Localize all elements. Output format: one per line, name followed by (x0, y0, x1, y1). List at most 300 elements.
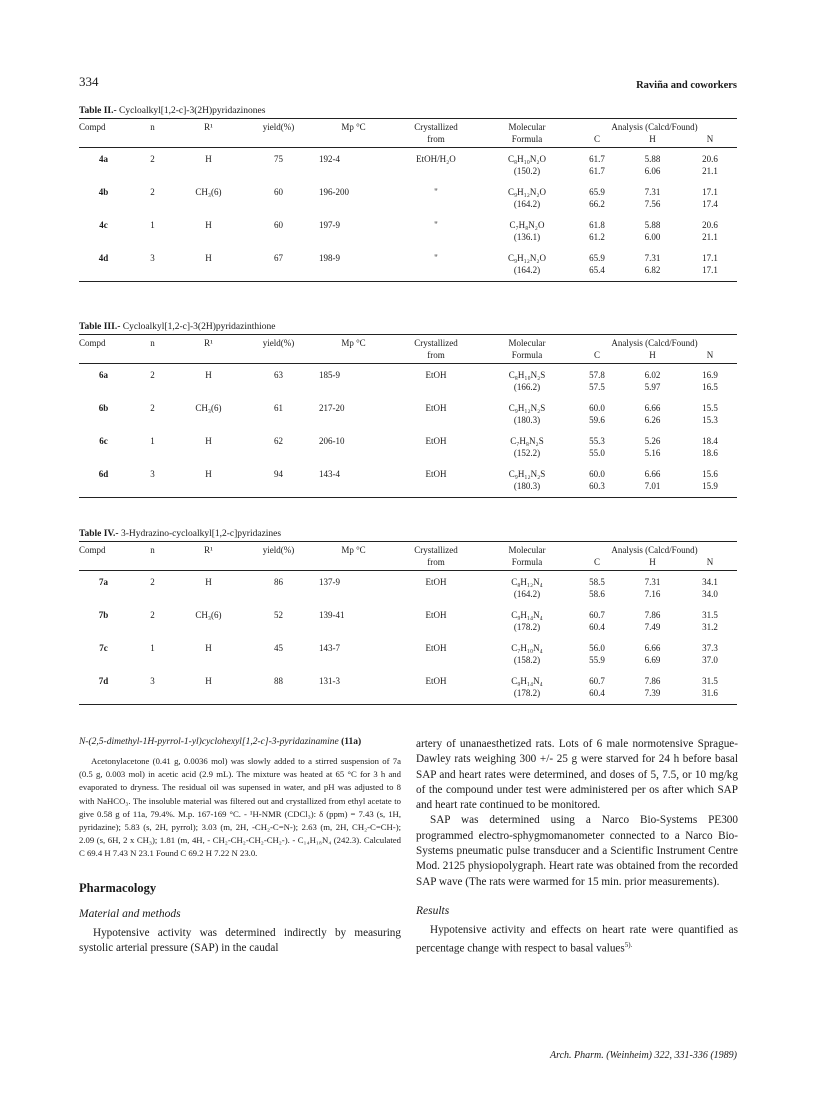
empty-cell (177, 165, 240, 177)
table-4 (79, 527, 737, 705)
mp-header: Mp °C (317, 542, 390, 557)
calcd-n: 18.4 (702, 436, 718, 446)
row-spacer (79, 459, 737, 468)
calcd-n: 31.5 (702, 610, 718, 620)
calcd-n: 17.1 (702, 187, 718, 197)
melting-point: 131-3 (319, 676, 340, 686)
ring-size-n: 2 (150, 403, 155, 413)
compound-id: 4b (98, 187, 109, 197)
empty-cell (177, 480, 240, 492)
empty-cell (390, 654, 482, 666)
calcd-n: 15.5 (702, 403, 718, 413)
empty-cell (317, 687, 390, 699)
found-n: 34.0 (702, 589, 718, 599)
found-c: 61.2 (589, 232, 605, 242)
substituent-r1: H (205, 436, 212, 446)
spacer-cell (79, 210, 737, 219)
found-c: 65.4 (589, 265, 605, 275)
empty-cell (390, 231, 482, 243)
empty-cell (240, 264, 317, 276)
calcd-h: 6.02 (644, 370, 661, 380)
empty-cell (390, 687, 482, 699)
table-title: 3-Hydrazino-cycloalkyl[1,2-c]pyridazines (120, 529, 282, 539)
n-header: n (128, 119, 177, 134)
mp-header: Mp °C (317, 119, 390, 134)
empty-cell (177, 231, 240, 243)
substituent-r1: H (205, 370, 212, 380)
ring-size-n: 2 (150, 610, 155, 620)
table-row (79, 435, 737, 447)
empty-cell (390, 480, 482, 492)
substituent-r1: CH₃(6) (195, 187, 222, 197)
empty-cell (240, 687, 317, 699)
empty-cell (177, 687, 240, 699)
c-header: C (572, 556, 622, 571)
crystallized-header: Crystallized (390, 119, 482, 134)
row-spacer (79, 210, 737, 219)
row-spacer (79, 600, 737, 609)
spacer-cell (79, 243, 737, 252)
calcd-n: 15.6 (702, 469, 718, 479)
table-row (79, 153, 737, 165)
melting-point: 197-9 (319, 220, 340, 230)
compound-id: 6a (99, 370, 108, 380)
yield-value: 75 (274, 154, 283, 164)
yield-value: 67 (274, 253, 283, 263)
compound-title (79, 737, 401, 751)
crystallization-solvent: " (434, 187, 438, 197)
table-row (79, 588, 737, 600)
empty-cell (390, 264, 482, 276)
h-header: H (622, 133, 683, 148)
molecular-weight: (178.2) (513, 688, 541, 698)
empty-cell (79, 264, 128, 276)
header-spacer (128, 349, 177, 364)
c-header: C (572, 349, 622, 364)
found-n: 18.6 (702, 448, 718, 458)
yield-header: yield(%) (240, 542, 317, 557)
found-h: 7.01 (644, 481, 661, 491)
compound-name: N-(2,5-dimethyl-1H-pyrrol-1-yl)cyclohexyl[1,2-c]-3-pyridazinamine (79, 737, 339, 747)
n-element-header: N (683, 133, 737, 148)
table-row (79, 198, 737, 210)
table-label: Table II.- (79, 106, 117, 116)
rule-cell (79, 492, 737, 498)
results-paragraph (416, 923, 738, 957)
table-row (79, 231, 737, 243)
empty-cell (240, 198, 317, 210)
r1-header: R¹ (177, 542, 240, 557)
formula-header: Formula (482, 349, 572, 364)
empty-cell (317, 480, 390, 492)
empty-cell (317, 381, 390, 393)
results-text: Hypotensive activity and effects on heart rate were quantified as percentage change with respect to basal values (416, 923, 738, 955)
table-row (79, 621, 737, 633)
ring-size-n: 3 (150, 676, 155, 686)
yield-value: 52 (274, 610, 283, 620)
calcd-c: 58.5 (589, 577, 605, 587)
yield-header: yield(%) (240, 335, 317, 350)
table-end-rule (79, 699, 737, 705)
empty-cell (79, 414, 128, 426)
found-h: 7.49 (644, 622, 661, 632)
found-c: 59.6 (589, 415, 605, 425)
header-row (79, 542, 737, 557)
header-spacer (317, 556, 390, 571)
crystallization-solvent: EtOH (425, 370, 447, 380)
empty-cell (240, 654, 317, 666)
table-row (79, 402, 737, 414)
empty-cell (177, 588, 240, 600)
found-c: 60.3 (589, 481, 605, 491)
empty-cell (128, 381, 177, 393)
found-c: 55.9 (589, 655, 605, 665)
calcd-h: 7.31 (644, 187, 661, 197)
crystallization-solvent: " (434, 220, 438, 230)
row-spacer (79, 426, 737, 435)
molecular-formula: C₉H₁₄N₄ (511, 676, 543, 686)
table-end-rule (79, 276, 737, 282)
ring-size-n: 3 (150, 469, 155, 479)
empty-cell (390, 588, 482, 600)
calcd-c: 56.0 (589, 643, 605, 653)
header-spacer (240, 556, 317, 571)
found-h: 6.26 (644, 415, 661, 425)
table-row (79, 468, 737, 480)
table-row (79, 252, 737, 264)
empty-cell (177, 414, 240, 426)
table-title: Cycloalkyl[1,2-c]-3(2H)pyridazinthione (122, 322, 276, 332)
header-spacer (240, 133, 317, 148)
empty-cell (79, 480, 128, 492)
found-n: 37.0 (702, 655, 718, 665)
ring-size-n: 2 (150, 187, 155, 197)
calcd-n: 16.9 (702, 370, 718, 380)
crystallized-header: Crystallized (390, 542, 482, 557)
melting-point: 206-10 (319, 436, 345, 446)
row-spacer (79, 177, 737, 186)
melting-point: 185-9 (319, 370, 340, 380)
crystallization-solvent: EtOH (425, 577, 447, 587)
substituent-r1: H (205, 469, 212, 479)
calcd-h: 6.66 (644, 469, 661, 479)
found-h: 6.00 (644, 232, 661, 242)
found-n: 16.5 (702, 382, 718, 392)
crystallization-solvent: EtOH (425, 403, 447, 413)
ring-size-n: 3 (150, 253, 155, 263)
ring-size-n: 2 (150, 577, 155, 587)
found-h: 6.69 (644, 655, 661, 665)
empty-cell (240, 588, 317, 600)
spacer-cell (79, 426, 737, 435)
empty-cell (128, 654, 177, 666)
table-row (79, 609, 737, 621)
empty-cell (240, 414, 317, 426)
row-spacer (79, 243, 737, 252)
molecular-weight: (178.2) (513, 622, 541, 632)
results-heading: Results (416, 904, 450, 917)
substituent-r1: H (205, 220, 212, 230)
table-row (79, 480, 737, 492)
crystallized-header: Crystallized (390, 335, 482, 350)
methods-paragraph-continued: artery of unanaesthetized rats. Lots of 6 male normotensive Sprague-Dawley rats weighing 300 +/- 25 g were starved for 24 h before basal SAP and heart rates were determined, and doses of 5, 7.5, or 10 mg/kg of the compound under test were administered per os after which SAP and heart rate continued to be monitored. (416, 738, 738, 812)
molecular-weight: (180.3) (513, 415, 541, 425)
found-n: 15.3 (702, 415, 718, 425)
analysis-header: Analysis (Calcd/Found) (572, 335, 737, 350)
empty-cell (128, 231, 177, 243)
calcd-n: 20.6 (702, 220, 718, 230)
found-c: 58.6 (589, 589, 605, 599)
molecular-formula: C₇H₈N₂O (509, 220, 545, 230)
from-header: from (390, 133, 482, 148)
empty-cell (177, 264, 240, 276)
subsection-heading: Material and methods (79, 907, 181, 920)
header-spacer (317, 349, 390, 364)
header-spacer (79, 349, 128, 364)
analysis-header: Analysis (Calcd/Found) (572, 542, 737, 557)
substituent-r1: CH₃(6) (195, 610, 222, 620)
table-caption (79, 527, 737, 541)
calcd-h: 7.31 (644, 253, 661, 263)
substituent-r1: H (205, 676, 212, 686)
r1-header: R¹ (177, 119, 240, 134)
header-spacer (317, 133, 390, 148)
empty-cell (317, 654, 390, 666)
n-element-header: N (683, 349, 737, 364)
empty-cell (240, 165, 317, 177)
header-row (79, 556, 737, 571)
ring-size-n: 2 (150, 154, 155, 164)
found-c: 55.0 (589, 448, 605, 458)
found-c: 61.7 (589, 166, 605, 176)
n-header: n (128, 542, 177, 557)
formula-header: Formula (482, 556, 572, 571)
calcd-n: 17.1 (702, 253, 718, 263)
molecular-weight: (152.2) (513, 448, 541, 458)
empty-cell (128, 198, 177, 210)
table-row (79, 675, 737, 687)
header-spacer (240, 349, 317, 364)
molecular-formula: C₉H₁₂N₂S (508, 403, 546, 413)
crystallization-solvent: EtOH (425, 610, 447, 620)
found-n: 21.1 (702, 166, 718, 176)
table-title: Cycloalkyl[1,2-c]-3(2H)pyridazinones (119, 106, 266, 116)
header-spacer (177, 556, 240, 571)
molecular-weight: (166.2) (513, 382, 541, 392)
compound-id: 7d (98, 676, 109, 686)
molecular-formula: C₉H₁₂N₂S (508, 469, 546, 479)
molecular-formula: C₈H₁₀N₂S (508, 370, 546, 380)
ring-size-n: 1 (150, 436, 155, 446)
spacer-cell (79, 459, 737, 468)
molecular-header: Molecular (482, 335, 572, 350)
empty-cell (79, 165, 128, 177)
table-2 (79, 104, 737, 282)
calcd-c: 61.8 (589, 220, 605, 230)
compound-id: 4d (98, 253, 109, 263)
calcd-c: 55.3 (589, 436, 605, 446)
empty-cell (79, 588, 128, 600)
spacer-cell (79, 393, 737, 402)
header-spacer (177, 349, 240, 364)
reference-mark: 5). (624, 941, 633, 950)
spacer-cell (79, 600, 737, 609)
empty-cell (317, 264, 390, 276)
molecular-weight: (164.2) (513, 199, 541, 209)
found-n: 21.1 (702, 232, 718, 242)
table-row (79, 369, 737, 381)
yield-value: 45 (274, 643, 283, 653)
empty-cell (317, 198, 390, 210)
empty-cell (390, 447, 482, 459)
formula-header: Formula (482, 133, 572, 148)
found-h: 5.97 (644, 382, 661, 392)
found-h: 6.06 (644, 166, 661, 176)
yield-value: 63 (274, 370, 283, 380)
ring-size-n: 1 (150, 220, 155, 230)
calcd-h: 6.66 (644, 643, 661, 653)
empty-cell (79, 231, 128, 243)
empty-cell (128, 621, 177, 633)
substituent-r1: H (205, 253, 212, 263)
table-row (79, 165, 737, 177)
ring-size-n: 2 (150, 370, 155, 380)
empty-cell (128, 588, 177, 600)
crystallization-solvent: EtOH (425, 676, 447, 686)
compound-id: 7b (98, 610, 109, 620)
calcd-n: 31.5 (702, 676, 718, 686)
molecular-formula: C₉H₁₄N₄ (511, 610, 543, 620)
calcd-h: 6.66 (644, 403, 661, 413)
found-h: 5.16 (644, 448, 661, 458)
empty-cell (390, 414, 482, 426)
empty-cell (79, 198, 128, 210)
data-table (79, 541, 737, 705)
calcd-h: 5.88 (644, 154, 661, 164)
from-header: from (390, 556, 482, 571)
page-number: 334 (79, 74, 99, 89)
journal-reference: Arch. Pharm. (Weinheim) 322, 331-336 (1989) (549, 1050, 737, 1061)
n-element-header: N (683, 556, 737, 571)
spacer-cell (79, 633, 737, 642)
compd-header: Compd (79, 335, 128, 350)
calcd-c: 60.0 (589, 403, 605, 413)
molecular-weight: (136.1) (513, 232, 541, 242)
empty-cell (317, 231, 390, 243)
empty-cell (128, 480, 177, 492)
calcd-c: 61.7 (589, 154, 605, 164)
molecular-formula: C₇H₈N₂S (510, 436, 544, 446)
molecular-formula: C₇H₁₀N₄ (511, 643, 543, 653)
empty-cell (79, 381, 128, 393)
melting-point: 143-7 (319, 643, 340, 653)
table-end-rule (79, 492, 737, 498)
molecular-weight: (164.2) (513, 265, 541, 275)
row-spacer (79, 393, 737, 402)
compound-id: 7a (99, 577, 108, 587)
found-n: 17.4 (702, 199, 718, 209)
empty-cell (317, 165, 390, 177)
empty-cell (177, 621, 240, 633)
empty-cell (317, 414, 390, 426)
empty-cell (390, 621, 482, 633)
crystallization-solvent: EtOH (425, 436, 447, 446)
crystallization-solvent: EtOH (425, 469, 447, 479)
molecular-formula: C₈H₁₀N₂O (507, 154, 547, 164)
compound-label: (11a) (341, 737, 362, 747)
crystallization-solvent: EtOH/H₂O (416, 154, 456, 164)
empty-cell (177, 447, 240, 459)
found-h: 7.56 (644, 199, 661, 209)
calcd-h: 7.86 (644, 610, 661, 620)
found-h: 7.16 (644, 589, 661, 599)
found-h: 6.82 (644, 265, 661, 275)
melting-point: 143-4 (319, 469, 340, 479)
h-header: H (622, 349, 683, 364)
table-row (79, 642, 737, 654)
calcd-h: 5.26 (644, 436, 661, 446)
header-spacer (79, 133, 128, 148)
substituent-r1: H (205, 577, 212, 587)
section-heading: Pharmacology (79, 880, 157, 895)
molecular-weight: (164.2) (513, 589, 541, 599)
melting-point: 196-200 (319, 187, 349, 197)
empty-cell (177, 198, 240, 210)
instruments-paragraph: SAP was determined using a Narco Bio-Systems PE300 programmed electro-sphygmomanometer connected to a Narco Bio-Systems pneumatic pulse transducer and a Scientific Instrument Centre Mod. 2125 physiopolygraph. Heart rate was obtained from the recorded SAP wave (The rats were warmed for 15 min. prior measurements). (416, 814, 738, 888)
molecular-weight: (180.3) (513, 481, 541, 491)
found-n: 17.1 (702, 265, 718, 275)
molecular-header: Molecular (482, 542, 572, 557)
compound-id: 7c (99, 643, 108, 653)
empty-cell (390, 381, 482, 393)
empty-cell (240, 231, 317, 243)
spacer-cell (79, 666, 737, 675)
ring-size-n: 1 (150, 643, 155, 653)
running-head: Raviña and coworkers (636, 80, 737, 91)
header-row (79, 349, 737, 364)
yield-value: 61 (274, 403, 283, 413)
right-column (416, 737, 738, 957)
header-row (79, 133, 737, 148)
table-label: Table III.- (79, 322, 121, 332)
left-column (79, 737, 401, 956)
found-c: 60.4 (589, 622, 605, 632)
calcd-n: 20.6 (702, 154, 718, 164)
molecular-header: Molecular (482, 119, 572, 134)
melting-point: 139-41 (319, 610, 345, 620)
crystallization-solvent: " (434, 253, 438, 263)
found-h: 7.39 (644, 688, 661, 698)
empty-cell (177, 381, 240, 393)
table-caption (79, 320, 737, 334)
table-3 (79, 320, 737, 498)
compound-id: 4a (99, 154, 108, 164)
data-table (79, 334, 737, 498)
yield-header: yield(%) (240, 119, 317, 134)
header-spacer (128, 133, 177, 148)
compound-id: 4c (99, 220, 108, 230)
compound-id: 6c (99, 436, 108, 446)
header-spacer (128, 556, 177, 571)
substituent-r1: CH₃(6) (195, 403, 222, 413)
empty-cell (390, 198, 482, 210)
table-row (79, 186, 737, 198)
melting-point: 192-4 (319, 154, 340, 164)
yield-value: 86 (274, 577, 283, 587)
yield-value: 60 (274, 220, 283, 230)
calcd-c: 60.7 (589, 676, 605, 686)
crystallization-solvent: EtOH (425, 643, 447, 653)
